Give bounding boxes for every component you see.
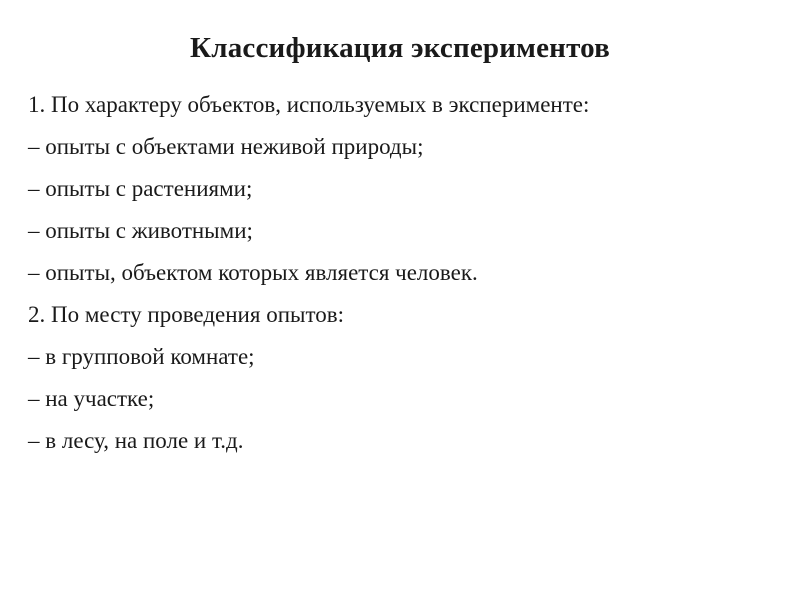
list-item-forest-field: – в лесу, на поле и т.д. — [28, 428, 244, 453]
slide-title: Классификация экспериментов — [190, 32, 610, 64]
section-heading-objects: 1. По характеру объектов, используемых в эксперименте: — [28, 92, 590, 117]
slide-body — [28, 92, 728, 470]
list-item-plants: – опыты с растениями; — [28, 176, 253, 201]
list-item-inanimate: – опыты с объектами неживой природы; — [28, 134, 424, 159]
list-item-human: – опыты, объектом которых является человек. — [28, 260, 478, 285]
list-item-group-room: – в групповой комнате; — [28, 344, 255, 369]
list-item-animals: – опыты с животными; — [28, 218, 253, 243]
section-heading-place: 2. По месту проведения опытов: — [28, 302, 344, 327]
list-item-site: – на участке; — [28, 386, 155, 411]
